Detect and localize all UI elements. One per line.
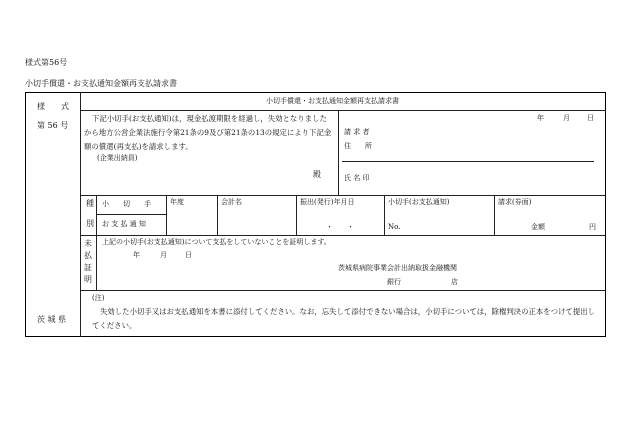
addressee-role: (企業出納員)	[97, 154, 138, 162]
unpaid-certification-text: 上記の小切手(お支払通知)について支払をしていないことを証明します。	[102, 238, 331, 246]
left-label-number: 第 56 号	[37, 121, 69, 130]
document-title: 小切手償還・お支払通知金額再支払請求書	[25, 79, 177, 88]
honorific: 殿	[313, 170, 321, 179]
kind-label-2: 別	[86, 219, 94, 228]
year-column-divider	[166, 195, 167, 235]
request-text: 下記小切手(お支払通知)は，現金払渡期限を経過し，失効となりましたから地方公営企業法施行令第21条の9及び第21条の13の規定により下記金額の償還(再支払)を請求します。	[84, 114, 332, 151]
unpaid-top-line	[80, 235, 606, 236]
date-month: 月	[563, 114, 570, 122]
issue-date-column-divider	[296, 195, 297, 235]
check-number-prefix: No.	[388, 223, 401, 231]
address-label: 住 所	[344, 142, 372, 150]
unpaid-label-3: 証	[84, 263, 92, 272]
unpaid-date-year: 年	[133, 251, 140, 259]
left-column-divider	[80, 92, 81, 337]
financial-institution: 茨城県病院事業会計出納取扱金融機関	[338, 264, 457, 272]
issue-date-dots: ・ ・	[326, 223, 354, 231]
title-row-line	[80, 110, 606, 111]
form-title: 小切手償還・お支払通知金額再支払請求書	[266, 97, 399, 105]
notes-top-line	[80, 290, 606, 291]
name-seal-label: 氏 名 印	[344, 174, 370, 182]
frame-top	[25, 92, 606, 93]
request-column-divider	[494, 195, 495, 235]
kind-column-divider	[96, 195, 97, 235]
col-fiscal-year: 年度	[170, 198, 184, 206]
requester-label: 請 求 者	[344, 128, 370, 136]
left-label-form: 様 式	[37, 102, 69, 111]
kind-check: 小 切 手	[102, 200, 151, 208]
col-request-amount: 請求(券面)	[498, 198, 532, 206]
frame-left	[25, 92, 26, 337]
amount-label: 金額	[531, 223, 545, 231]
unpaid-label-1: 未	[84, 239, 92, 248]
kind-label-1: 種	[86, 199, 94, 208]
unpaid-date-month: 月	[160, 251, 167, 259]
details-top-line	[80, 195, 606, 196]
address-underline	[342, 161, 594, 162]
col-issue-date: 振出(発行)年月日	[300, 198, 355, 206]
date-day: 日	[587, 114, 594, 122]
check-no-column-divider	[384, 195, 385, 235]
col-check-number: 小切手(お支払通知)	[388, 198, 450, 206]
unpaid-label-divider	[96, 235, 97, 290]
unpaid-date-day: 日	[185, 251, 192, 259]
amount-unit: 円	[589, 223, 596, 231]
unpaid-label-4: 明	[84, 275, 92, 284]
account-column-divider	[217, 195, 218, 235]
bank-label: 銀行	[387, 278, 401, 286]
unpaid-label-2: 払	[84, 251, 92, 260]
frame-right	[605, 92, 606, 337]
left-label-prefecture: 茨 城 県	[37, 315, 67, 324]
branch-label: 店	[451, 278, 458, 286]
date-year: 年	[537, 114, 544, 122]
kind-payment-notice: お 支 払 通 知	[102, 220, 146, 228]
form-number: 様式第56号	[25, 58, 68, 67]
frame-bottom	[25, 336, 606, 337]
kind-split-line	[96, 214, 166, 215]
col-account-name: 会計名	[221, 198, 242, 206]
request-section-divider	[338, 110, 339, 195]
notes-heading: (注)	[92, 294, 105, 302]
notes-text: 失効した小切手又はお支払通知を本書に添付してください。なお，忘失して添付できない場合は，小切手については，除権判決の正本をつけて提出してください。	[92, 307, 596, 330]
